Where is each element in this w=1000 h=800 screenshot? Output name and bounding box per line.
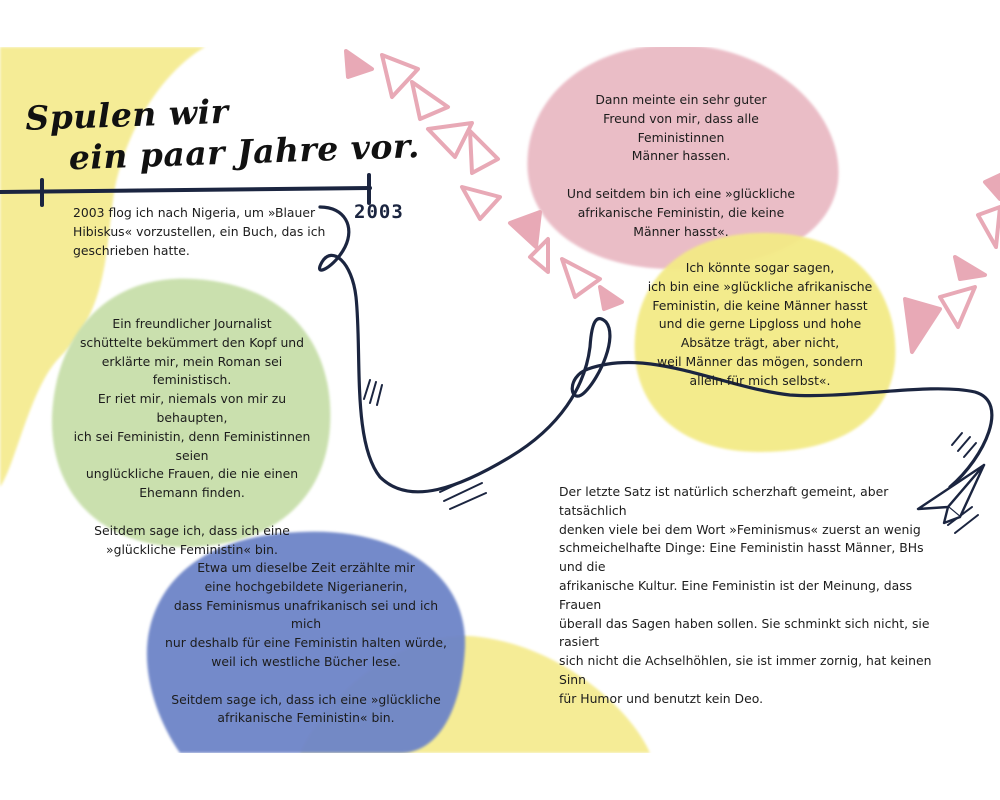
pink-blob-text: Dann meinte ein sehr guter Freund von mir, dass alle Feministinnen Männer hassen. Und seitdem bin ich eine »glückliche afrikanische Feministin, die keine Männer hasst«. [566, 92, 796, 239]
book-spread [0, 47, 1000, 753]
heading-line-2: ein paar Jahre vor. [68, 126, 421, 178]
intro-paragraph: 2003 flog ich nach Nigeria, um »Blauer Hibiskus« vorzustellen, ein Buch, das ich geschrieben hatte. [73, 205, 326, 258]
closing-paragraph: Der letzte Satz ist natürlich scherzhaft gemeint, aber tatsächlich denken viele bei dem Wort »Feminismus« zuerst an wenig schmeichelhafte Dinge: Eine Feministin hasst Männer, BHs und die afrikanische Kultur. Eine Feministin ist der Meinung, dass Frauen überall das Sagen haben sollen. Sie schminkt sich nicht, sie rasiert sich nicht die Achselhöhlen, sie ist immer zornig, hat keinen Sinn für Humor und benutzt kein Deo. [559, 484, 932, 706]
heading-line-1: Spulen wir [24, 91, 230, 138]
blue-blob-text: Etwa um dieselbe Zeit erzählte mir eine hochgebildete Nigerianerin, dass Feminismus unafrikanisch sei und ich mich nur deshalb für eine Feministin halten würde, weil ich westliche Bücher lese. Seitdem sage ich, dass ich eine »glückliche afrikanische Feministin« bin. [165, 560, 447, 726]
yellow-blob-text: Ich könnte sogar sagen, ich bin eine »glückliche afrikanische Feministin, die keine Männer hasst und die gerne Lipgloss und hohe Absätze trägt, aber nicht, weil Männer das mögen, sondern allein für mich selbst«. [647, 260, 873, 388]
page-heading [25, 84, 421, 180]
timeline-year-label: 2003 [354, 201, 404, 223]
green-blob-text: Ein freundlicher Journalist schüttelte bekümmert den Kopf und erklärte mir, mein Roman sei feministisch. Er riet mir, niemals von mir zu behaupten, ich sei Feministin, denn Feministinnen seien unglückliche Frauen, die nie einen Ehemann finden. Seitdem sage ich, dass ich eine »glückliche Feministin« bin. [73, 316, 311, 557]
